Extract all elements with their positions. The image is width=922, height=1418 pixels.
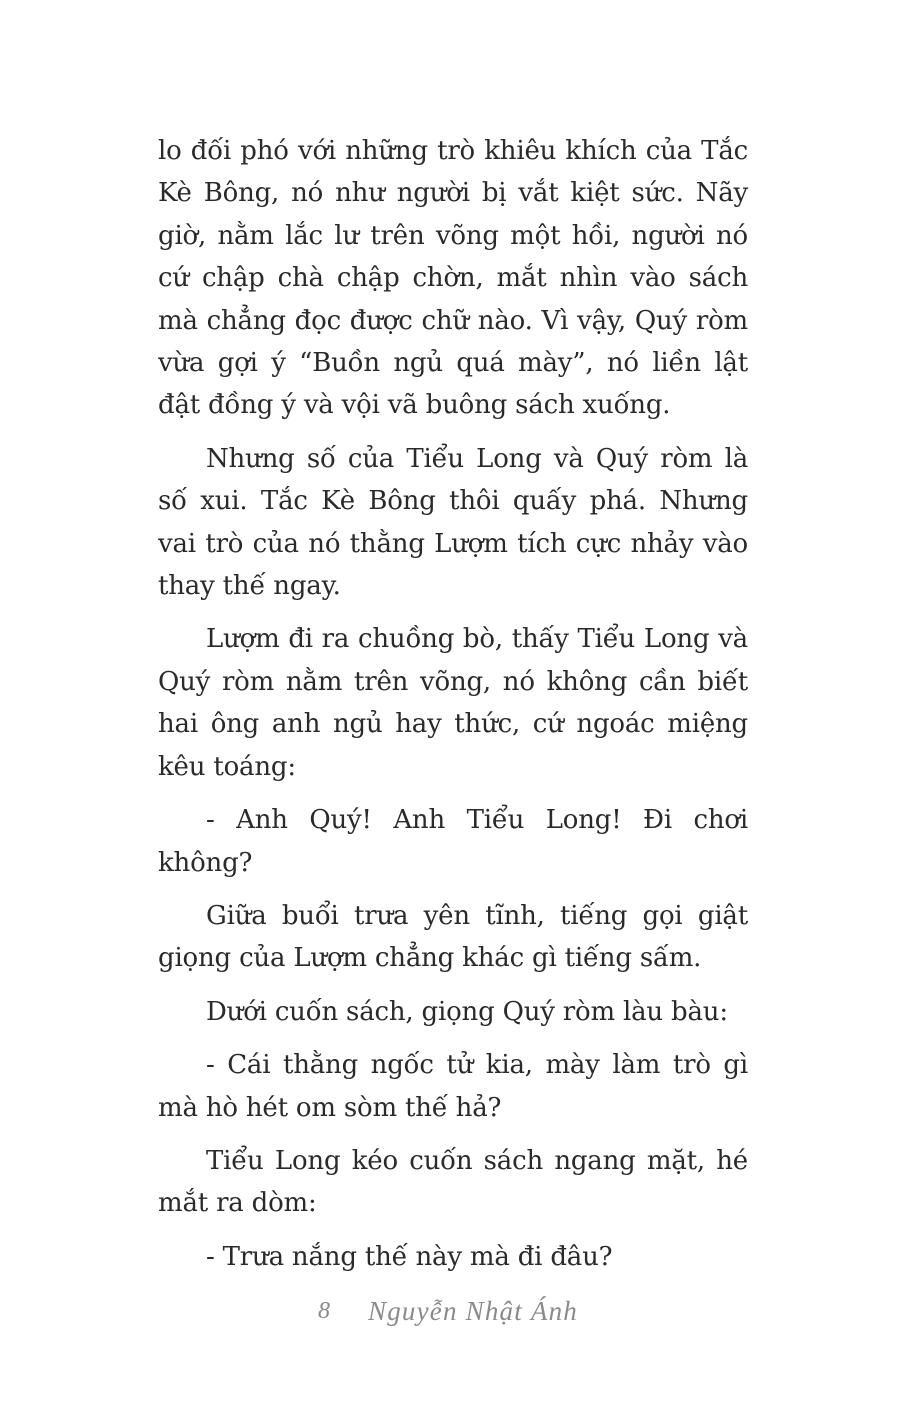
- body-text: [158, 130, 748, 1289]
- dialogue-line-1: - Anh Quý! Anh Tiểu Long! Đi chơi không?: [158, 805, 748, 878]
- dialogue-line-3: - Trưa nắng thế này mà đi đâu?: [206, 1241, 613, 1272]
- paragraph-2: Nhưng số của Tiểu Long và Quý ròm là số xui. Tắc Kè Bông thôi quấy phá. Nhưng vai trò của nó thằng Lượm tích cực nhảy vào thay thế ngay.: [158, 443, 748, 602]
- dialogue-line-2: - Cái thằng ngốc tử kia, mày làm trò gì mà hò hét om sòm thế hả?: [158, 1050, 748, 1123]
- paragraph-4: Giữa buổi trưa yên tĩnh, tiếng gọi giật giọng của Lượm chẳng khác gì tiếng sấm.: [158, 900, 748, 974]
- author-name: Nguyễn Nhật Ánh: [368, 1296, 578, 1326]
- paragraph-3: Lượm đi ra chuồng bò, thấy Tiểu Long và Quý ròm nằm trên võng, nó không cần biết hai ông anh ngủ hay thức, cứ ngoác miệng kêu toáng:: [158, 624, 748, 782]
- page-number: 8: [318, 1298, 330, 1324]
- paragraph-1: lo đối phó với những trò khiêu khích của Tắc Kè Bông, nó như người bị vắt kiệt sức. Nãy giờ, nằm lắc lư trên võng một hồi, người nó cứ chập chà chập chờn, mắt nhìn vào sách mà chẳng đọc được chữ nào. Vì vậy, Quý ròm vừa gợi ý “Buồn ngủ quá mày”, nó liền lật đật đồng ý và vội vã buông sách xuống.: [158, 136, 748, 421]
- paragraph-5: Dưới cuốn sách, giọng Quý ròm làu bàu:: [206, 996, 728, 1027]
- paragraph-6: Tiểu Long kéo cuốn sách ngang mặt, hé mắt ra dòm:: [158, 1145, 748, 1219]
- page-footer: [0, 1294, 922, 1338]
